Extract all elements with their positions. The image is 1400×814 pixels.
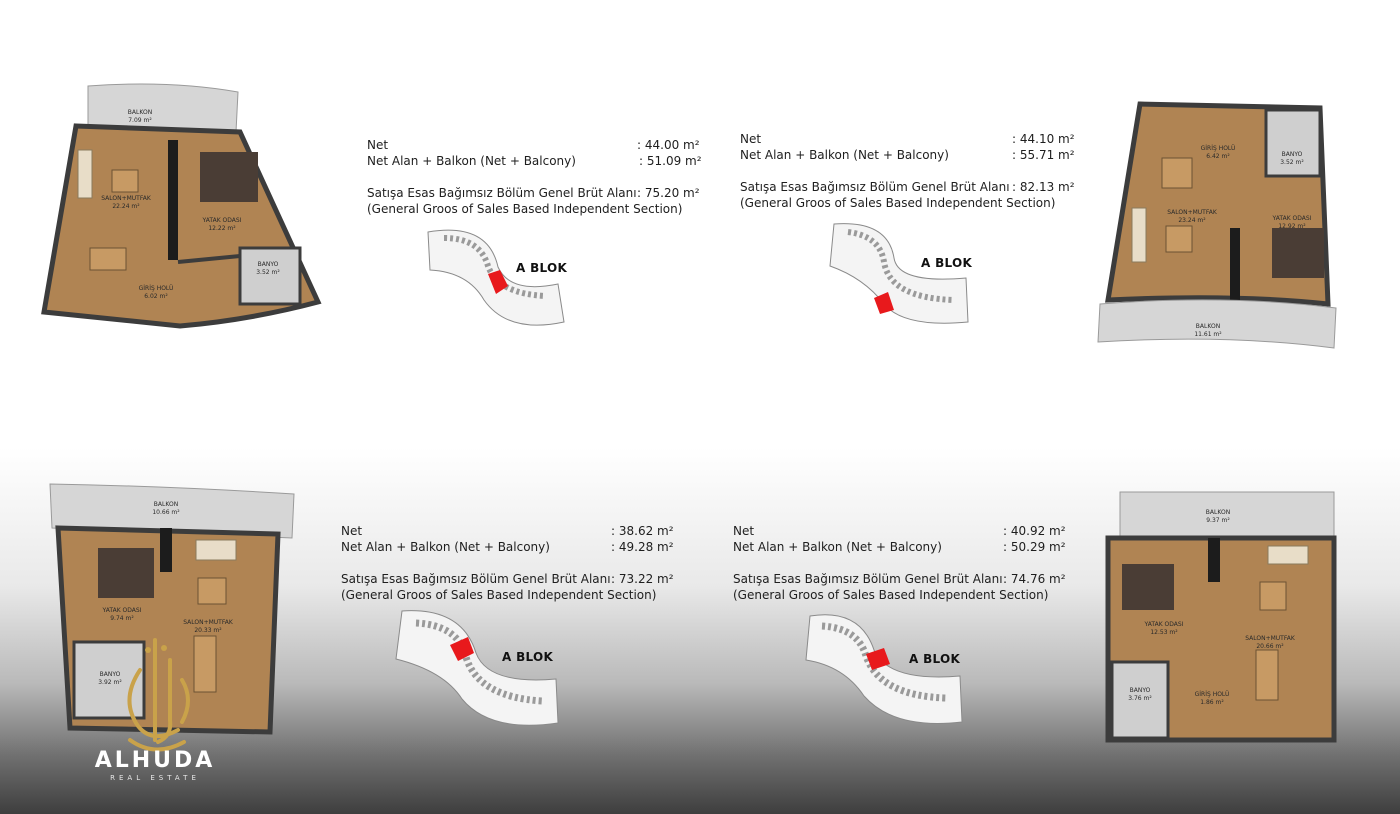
net-balcony-label: Net Alan + Balkon (Net + Balcony)	[341, 540, 550, 554]
room-area: 11.61 m²	[1194, 331, 1222, 338]
room-area: 12.92 m²	[1278, 223, 1306, 230]
key-plan-unit-2	[824, 218, 974, 333]
blok-label: A BLOK	[502, 650, 554, 664]
net-balcony-value: : 50.29 m²	[1003, 540, 1066, 554]
room-name: BALKON	[1195, 323, 1221, 330]
room-area: 20.66 m²	[1256, 643, 1284, 650]
room-name: YATAK ODASI	[102, 607, 142, 614]
room-name: BALKON	[127, 109, 153, 116]
gross-label: Satışa Esas Bağımsız Bölüm Genel Brüt Alanı	[733, 572, 1003, 586]
room-name: GİRİŞ HOLÜ	[138, 285, 174, 292]
room-name: SALON+MUTFAK	[183, 619, 233, 626]
room-name: BANYO	[257, 261, 279, 268]
net-balcony-label: Net Alan + Balkon (Net + Balcony)	[740, 148, 949, 162]
gross-label: Satışa Esas Bağımsız Bölüm Genel Brüt Alanı	[341, 572, 611, 586]
floor-plan-unit-2	[1096, 98, 1346, 353]
net-value: : 38.62 m²	[611, 524, 674, 538]
gross-label: Satışa Esas Bağımsız Bölüm Genel Brüt Alanı	[740, 180, 1010, 194]
net-label: Net	[733, 524, 755, 538]
room-area: 23.24 m²	[1178, 217, 1206, 224]
key-plan-unit-4	[800, 608, 970, 733]
brand-tagline: REAL ESTATE	[110, 774, 200, 782]
net-balcony-value: : 49.28 m²	[611, 540, 674, 554]
gross-en-label: (General Groos of Sales Based Independent Section)	[733, 588, 1049, 602]
room-area: 3.92 m²	[98, 679, 122, 686]
room-name: BANYO	[99, 671, 121, 678]
room-name: SALON+MUTFAK	[101, 195, 151, 202]
net-balcony-label: Net Alan + Balkon (Net + Balcony)	[733, 540, 942, 554]
room-name: SALON+MUTFAK	[1167, 209, 1217, 216]
room-name: YATAK ODASI	[202, 217, 242, 224]
room-area: 6.02 m²	[144, 293, 168, 300]
blok-label: A BLOK	[921, 256, 973, 270]
room-area: 9.74 m²	[110, 615, 134, 622]
net-label: Net	[341, 524, 363, 538]
net-balcony-value: : 51.09 m²	[639, 154, 702, 168]
room-area: 1.86 m²	[1200, 699, 1224, 706]
room-area: 3.52 m²	[256, 269, 280, 276]
unit-4-info	[733, 523, 1073, 603]
gross-en-label: (General Groos of Sales Based Independent Section)	[341, 588, 657, 602]
blok-label: A BLOK	[909, 652, 961, 666]
room-area: 6.42 m²	[1206, 153, 1230, 160]
room-area: 20.33 m²	[194, 627, 222, 634]
room-name: BALKON	[153, 501, 179, 508]
gross-en-label: (General Groos of Sales Based Independent Section)	[367, 202, 683, 216]
floor-plan-unit-4	[1104, 490, 1339, 745]
gross-label: Satışa Esas Bağımsız Bölüm Genel Brüt Alanı	[367, 186, 637, 200]
gross-en-label: (General Groos of Sales Based Independent Section)	[740, 196, 1056, 210]
room-area: 9.37 m²	[1206, 517, 1230, 524]
room-name: GİRİŞ HOLÜ	[1194, 691, 1230, 698]
brand-name: ALHUDA	[94, 748, 216, 773]
room-area: 22.24 m²	[112, 203, 140, 210]
net-balcony-label: Net Alan + Balkon (Net + Balcony)	[367, 154, 576, 168]
room-area: 12.22 m²	[208, 225, 236, 232]
room-area: 3.76 m²	[1128, 695, 1152, 702]
room-area: 7.09 m²	[128, 117, 152, 124]
room-name: BANYO	[1281, 151, 1303, 158]
room-name: YATAK ODASI	[1272, 215, 1312, 222]
room-area: 12.53 m²	[1150, 629, 1178, 636]
net-value: : 44.00 m²	[637, 138, 700, 152]
unit-1-info	[367, 137, 707, 217]
key-plan-unit-1	[418, 222, 568, 337]
room-name: BALKON	[1205, 509, 1231, 516]
gross-value: : 75.20 m²	[637, 186, 700, 200]
room-name: YATAK ODASI	[1144, 621, 1184, 628]
room-name: GİRİŞ HOLÜ	[1200, 145, 1236, 152]
unit-3-info	[341, 523, 681, 603]
key-plan-unit-3	[388, 605, 563, 735]
gross-value: : 74.76 m²	[1003, 572, 1066, 586]
gross-value: : 82.13 m²	[1012, 180, 1075, 194]
gross-value: : 73.22 m²	[611, 572, 674, 586]
room-name: BANYO	[1129, 687, 1151, 694]
unit-2-info	[740, 131, 1080, 211]
net-value: : 40.92 m²	[1003, 524, 1066, 538]
floor-plan-unit-1	[40, 80, 325, 330]
net-balcony-value: : 55.71 m²	[1012, 148, 1075, 162]
blok-label: A BLOK	[516, 261, 568, 275]
net-value: : 44.10 m²	[1012, 132, 1075, 146]
net-label: Net	[367, 138, 389, 152]
room-name: SALON+MUTFAK	[1245, 635, 1295, 642]
room-area: 3.52 m²	[1280, 159, 1304, 166]
net-label: Net	[740, 132, 762, 146]
room-area: 10.66 m²	[152, 509, 180, 516]
